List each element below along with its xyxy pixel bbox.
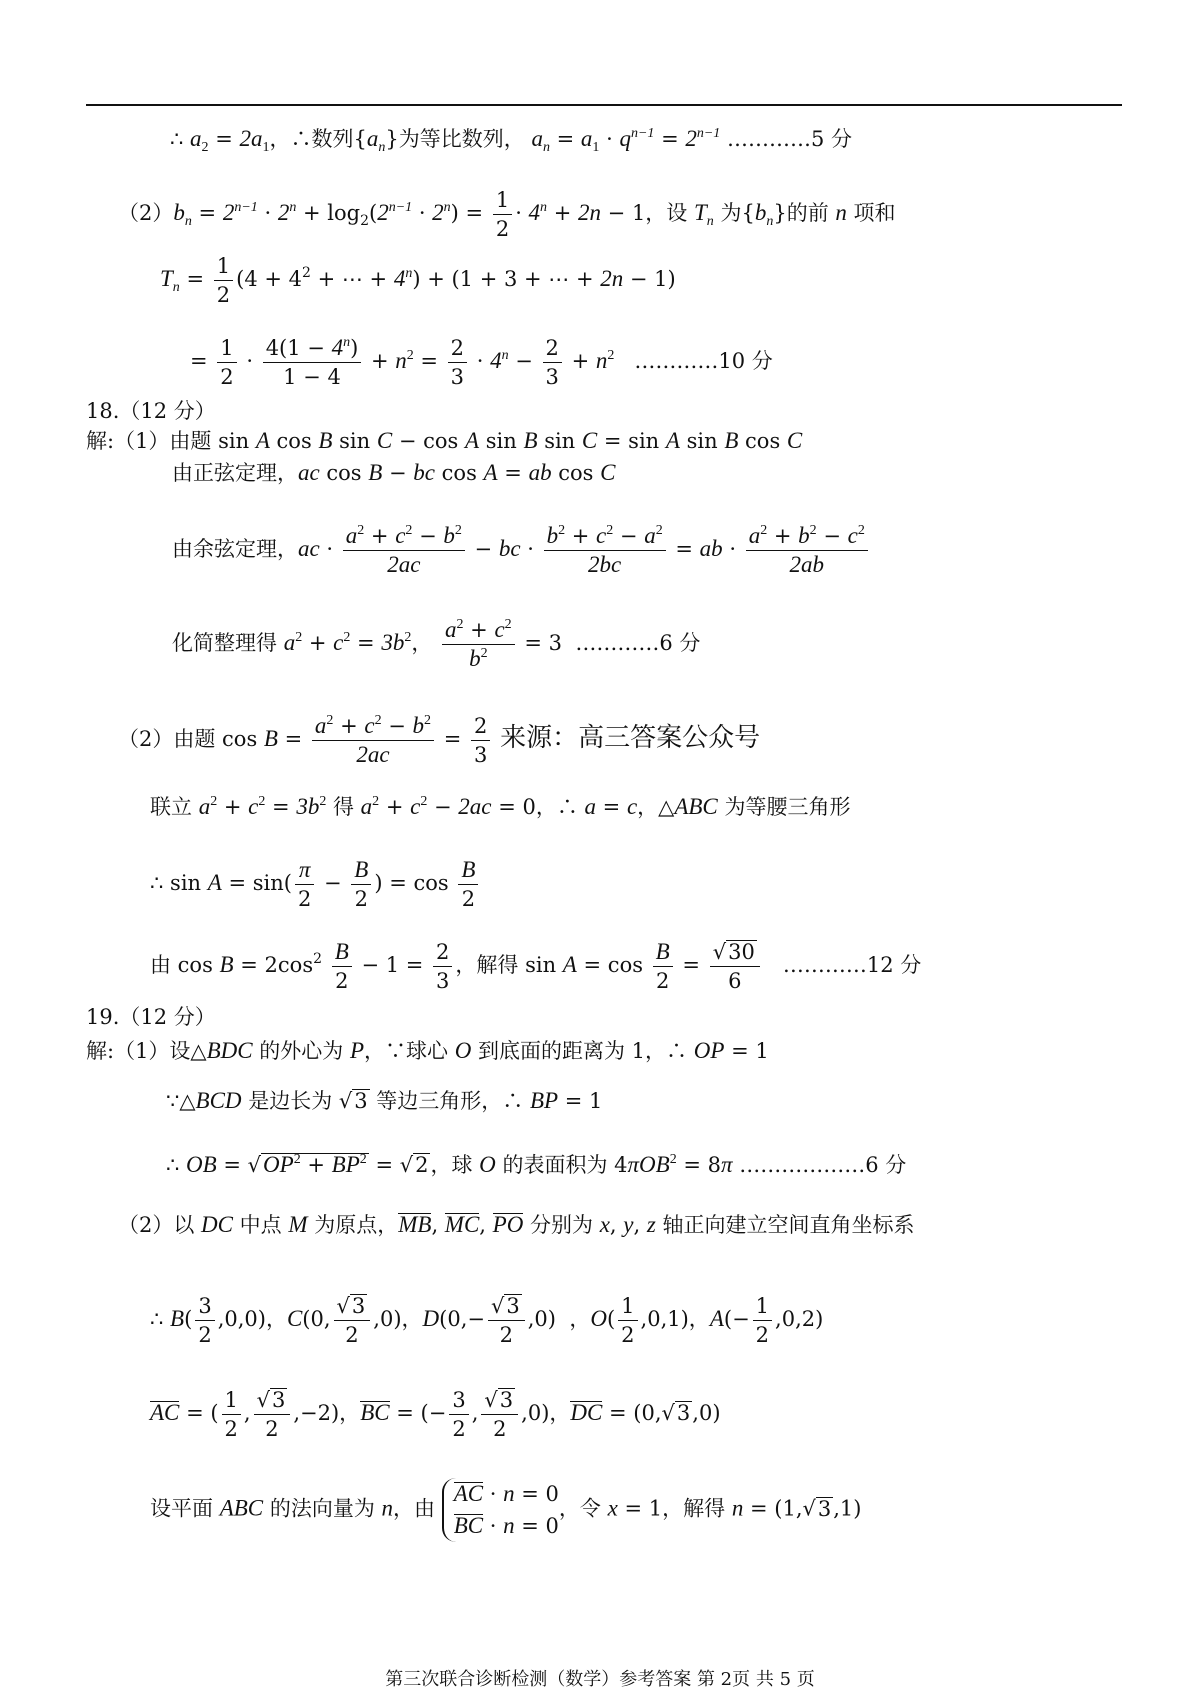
line-6: 解:（1）由题 sin A cos B sin C − cos A sin B sin C = sin A sin B cos C [86, 428, 803, 453]
line-15: 解:（1）设△BDC 的外心为 P，∵球心 O 到底面的距离为 1，∴ OP = 1 [86, 1038, 769, 1063]
line-17: ∴ OB = $√OP^2 + BP^2 = √2$，球 O 的表面积为 4πOB$^2$ = 8π ………………6 分 [166, 1152, 907, 1177]
line-7: 由正弦定理，ac cos B − bc cos A = ab cos C [172, 460, 616, 485]
problem-18-heading: 18.（12 分） [86, 399, 216, 423]
top-rule [86, 104, 1122, 106]
line-16: ∵△BCD 是边长为 √3 等边三角形，∴ BP = 1 [166, 1088, 603, 1113]
source-note: 来源：高三答案公众号 [500, 723, 761, 753]
line-13: 由 $\cos B = 2\cos^2$ $\frac{B}{2}$ − 1 = $\frac{2}{3}$ ，解得 sin A = cos $\frac{B}{2}$ = $\frac{√30}{6}$ …………12 分 [150, 939, 922, 993]
line-20: AC = ( $\frac{1}{2}$ , $\frac{√3}{2}$ ,−2)，BC = (− $\frac{3}{2}$ , $\frac{√3}{2}$ ,0)，DC = (0,√3,0) [150, 1388, 721, 1441]
line-3: $T_n$ = $\frac{1}{2}$ ($4 + 4^2$ + ⋯ + $4^n) + (1 + 3$ + ⋯ + 2n − 1) [160, 254, 676, 307]
line-11: 联立 $a^2 + c^2 = 3b^2$ 得 $a^2 + c^2 - 2ac = 0$，∴ a = c，△ABC 为等腰三角形 [150, 794, 851, 819]
line-8: 由余弦定理，ac · $\frac{a^2 + c^2 - b^2}{2ac}$ − bc · $\frac{b^2 + c^2 - a^2}{2bc}$ = ab · $\frac{a^2 + b^2 - c^2}{2ab}$ [172, 522, 871, 579]
line-10: （2）由题 cos B = $\frac{a^2 + c^2 - b^2}{2ac}$ = $\frac{2}{3}$ 来源：高三答案公众号 [118, 713, 761, 767]
line-19: ∴ B( $\frac{3}{2}$ ,0,0)，C(0, $\frac{√3}{2}$ ,0)，D(0,− $\frac{√3}{2}$ ,0) ，O( $\frac{1}{2}$ ,0,1)，A(− $\frac{1}{2}$ ,0,2) [150, 1294, 824, 1347]
line-2: $(2)b_n = 2^{n-1} \cdot 2^n + \log_2(2^{n-1} \cdot 2^n)$ = $\frac{1}{2}$ · $4^n + 2n - 1$，设 $T_n$ 为$\{b_n\}$的前 n 项和 [118, 188, 896, 241]
problem-19-heading: 19.（12 分） [86, 1005, 216, 1029]
line-4: = $\frac{1}{2}$ · $\frac{4(1 - 4^n)}{1 - 4}$ + $n^2$ = $\frac{2}{3}$ · $4^n$ − $\frac{2}{3}$ + $n^2$ …………10 分 [190, 335, 773, 389]
line-18: （2）以 DC 中点 M 为原点，MB, MC, PO 分别为 x, y, z 轴正向建立空间直角坐标系 [118, 1212, 915, 1237]
page-footer: 第三次联合诊断检测（数学）参考答案 第 2页 共 5 页 [385, 1669, 815, 1690]
line-21: 设平面 ABC 的法向量为 n，由 AC · n = 0 BC · n = 0 ，令 x = 1，解得 n = (1,√3,1) [150, 1478, 861, 1542]
line-9: 化简整理得 $a^2 + c^2 = 3b^2$， $\frac{a^2 + c^2}{b^2}$ = 3 …………6 分 [172, 617, 701, 671]
line-1: ∴ $a_2 = 2a_1$，∴数列$\{a_n\}$为等比数列， $a_n = a_1 \cdot q^{n-1} = 2^{n-1}$ …………5 分 [170, 126, 853, 155]
line-12: ∴ sin A = sin( $\frac{\pi}{2}$ − $\frac{B}{2}$ ) = cos $\frac{B}{2}$ [150, 856, 481, 913]
